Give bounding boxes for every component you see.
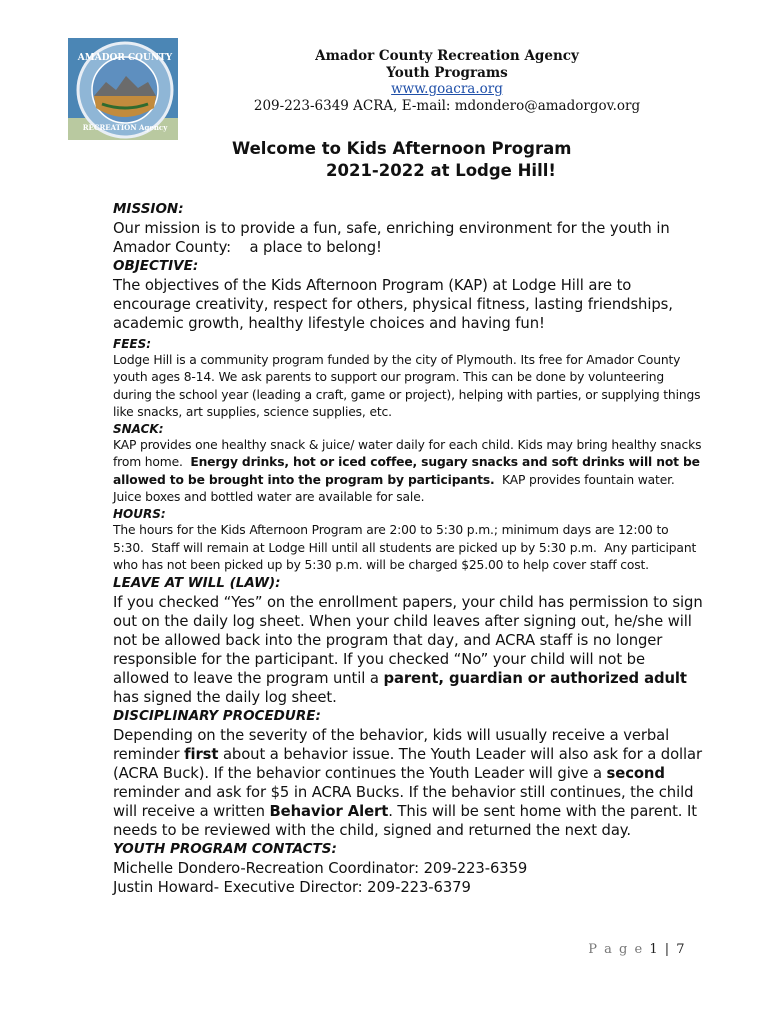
leave-text-2: has signed the daily log sheet.	[113, 689, 337, 707]
hours-text: The hours for the Kids Afternoon Program are 2:00 to 5:30 p.m.; minimum days are 12:00 to 5:30. Staff will remain at Lodge Hill until all students are picked up by 5:30 p.m. Any participant who has not been picked up by 5:30 p.m. will be charged $25.00 to help cover staff cost.	[113, 523, 700, 572]
discipline-text-1: Depending on the severity of the behavior, kids will usually receive a verbal reminder	[113, 727, 670, 764]
leave-at-will-heading: LEAVE AT WILL (LAW):	[113, 575, 281, 592]
mission-heading: MISSION:	[113, 201, 184, 217]
snack-text-1: KAP provides one healthy snack & juice/ water daily for each child. Kids may bring healthy snacks from home.	[113, 438, 706, 470]
leave-bold-text: parent, guardian or authorized adult	[383, 670, 687, 688]
org-name: Amador County Recreation Agency	[315, 48, 579, 64]
discipline-bold-2: second	[606, 765, 665, 783]
fees-heading: FEES:	[113, 337, 152, 351]
snack-text	[113, 437, 706, 506]
discipline-bold-3: Behavior Alert	[269, 803, 389, 821]
document-body	[113, 200, 706, 897]
contact-line: 209-223-6349 ACRA, E-mail: mdondero@amadorgov.org	[253, 97, 641, 114]
mission-text: Our mission is to provide a fun, safe, enriching environment for the youth in Amador County: a place to belong!	[113, 220, 675, 256]
department-name: Youth Programs	[386, 64, 508, 81]
contacts-heading: YOUTH PROGRAM CONTACTS:	[113, 841, 337, 858]
leave-text-1: If you checked “Yes” on the enrollment papers, your child has permission to sign out on the daily log sheet. When your child leaves after signing out, he/she will not be allowed back into the program that day, and ACRA staff is no longer responsible for the participant. If you checked “No” your child will not be allowed to leave the program until a	[113, 594, 703, 688]
page-num: 1 | 7	[649, 942, 686, 957]
discipline-text-3: reminder and ask for $5 in ACRA Bucks. If the behavior still continues, the child will receive a written	[113, 784, 694, 821]
fees-text: Lodge Hill is a community program funded by the city of Plymouth. Its free for Amador County youth ages 8-14. We ask parents to support our program. This can be done by volunteering during the school year (leading a craft, game or project), helping with parties, or supplying things like snacks, art supplies, science supplies, etc.	[113, 353, 701, 419]
objective-heading: OBJECTIVE:	[113, 258, 199, 274]
website-link[interactable]: www.goacra.org	[391, 81, 503, 97]
discipline-text-2: about a behavior issue. The Youth Leader will also ask for a dollar (ACRA Buck). If the behavior continues the Youth Leader will give a	[113, 746, 703, 783]
snack-heading: SNACK:	[113, 422, 164, 437]
contact-item: Michelle Dondero-Recreation Coordinator: 209-223-6359	[113, 860, 528, 878]
objective-text: The objectives of the Kids Afternoon Program (KAP) at Lodge Hill are to encourage creativity, respect for others, physical fitness, lasting friendships, academic growth, healthy lifestyle choices and having fun!	[113, 277, 673, 332]
title-line-2: 2021-2022 at Lodge Hill!	[326, 161, 556, 180]
organization-header	[180, 48, 714, 114]
snack-bold-text: Energy drinks, hot or iced coffee, sugary snacks and soft drinks will not be allowed to be brought into the program by participants.	[113, 455, 704, 487]
page-number	[588, 942, 686, 957]
disciplinary-text	[113, 726, 703, 840]
title-line-1: Welcome to Kids Afternoon Program	[232, 139, 572, 158]
agency-logo	[68, 38, 178, 140]
leave-at-will-text	[113, 593, 703, 707]
contact-item: Justin Howard- Executive Director: 209-223-6379	[113, 879, 471, 897]
discipline-text-4: . This will be sent home with the parent. It needs to be reviewed with the child, signed and returned the next day.	[113, 803, 697, 840]
svg-text:AMADOR COUNTY: AMADOR COUNTY	[77, 53, 173, 63]
disciplinary-heading: DISCIPLINARY PROCEDURE:	[113, 708, 321, 725]
page-label: P a g e	[588, 942, 644, 957]
discipline-bold-1: first	[184, 746, 219, 764]
svg-text:RECREATION Agency: RECREATION Agency	[82, 123, 168, 132]
snack-text-2: KAP provides fountain water. Juice boxes and bottled water are available for sale.	[113, 472, 683, 505]
hours-heading: HOURS:	[113, 507, 166, 522]
